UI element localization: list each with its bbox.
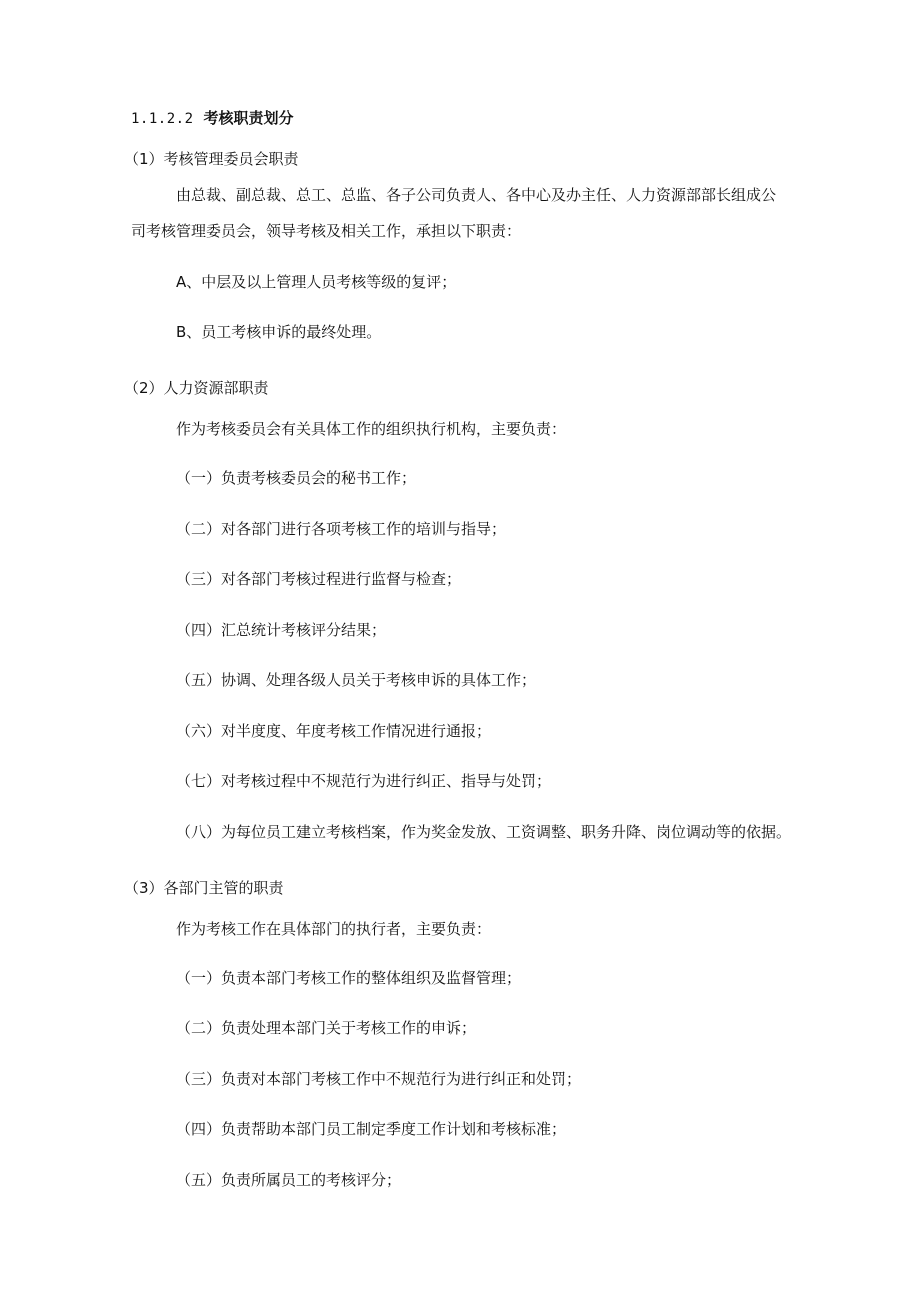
paragraph-intro: 作为考核委员会有关具体工作的组织执行机构，主要负责： (176, 420, 567, 438)
list-item: （六）对半度度、年度考核工作情况进行通报； (176, 722, 492, 740)
list-item: （二）负责处理本部门关于考核工作的申诉； (176, 1019, 477, 1037)
section-heading (131, 108, 294, 129)
paragraph-line: 司考核管理委员会，领导考核及相关工作，承担以下职责： (131, 222, 522, 240)
list-item: B、员工考核申诉的最终处理。 (176, 323, 382, 341)
paragraph-line: 由总裁、副总裁、总工、总监、各子公司负责人、各中心及办主任、人力资源部部长组成公 (176, 186, 777, 204)
subsection-title-1: （1）考核管理委员会职责 (124, 150, 299, 168)
list-item: （三）对各部门考核过程进行监督与检查； (176, 570, 462, 588)
list-item: （三）负责对本部门考核工作中不规范行为进行纠正和处罚； (176, 1070, 582, 1088)
list-item: （八）为每位员工建立考核档案，作为奖金发放、工资调整、职务升降、岗位调动等的依据。 (176, 823, 792, 841)
list-item: A、中层及以上管理人员考核等级的复评； (176, 273, 457, 291)
list-item: （五）协调、处理各级人员关于考核申诉的具体工作； (176, 671, 537, 689)
list-item: （五）负责所属员工的考核评分； (176, 1171, 402, 1189)
list-item: （一）负责考核委员会的秘书工作； (176, 469, 417, 487)
subsection-title-3: （3）各部门主管的职责 (124, 879, 284, 897)
paragraph-intro: 作为考核工作在具体部门的执行者，主要负责： (176, 920, 492, 938)
list-item: （一）负责本部门考核工作的整体组织及监督管理； (176, 969, 522, 987)
section-number: 1.1.2.2 (131, 111, 194, 127)
section-title: 考核职责划分 (203, 109, 294, 127)
list-item: （七）对考核过程中不规范行为进行纠正、指导与处罚； (176, 772, 552, 790)
list-item: （二）对各部门进行各项考核工作的培训与指导； (176, 520, 507, 538)
list-item: （四）汇总统计考核评分结果； (176, 621, 387, 639)
list-item: （四）负责帮助本部门员工制定季度工作计划和考核标准； (176, 1120, 567, 1138)
subsection-title-2: （2）人力资源部职责 (124, 379, 269, 397)
